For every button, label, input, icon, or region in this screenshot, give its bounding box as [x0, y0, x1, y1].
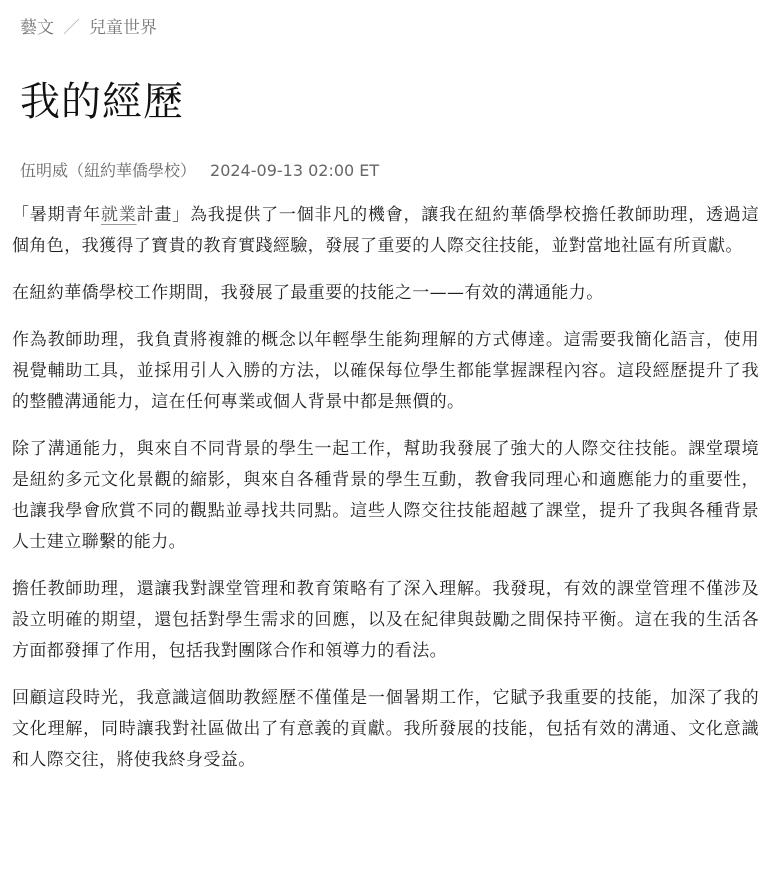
article-paragraph-4: 除了溝通能力，與來自不同背景的學生一起工作，幫助我發展了強大的人際交往技能。課堂環境是紐約多元文化景觀的縮影，與來自各種背景的學生互動，教會我同理心和適應能力的重要性，也讓我學會欣賞不同的觀點並尋找共同點。這些人際交往技能超越了課堂，提升了我與各種背景人士建立聯繫的能力。 — [12, 439, 759, 552]
breadcrumb-item-children-world[interactable]: 兒童世界 — [89, 18, 157, 38]
article-paragraph-2: 在紐約華僑學校工作期間，我發展了最重要的技能之一——有效的溝通能力。 — [12, 283, 604, 303]
breadcrumb-item-arts[interactable]: 藝文 — [20, 18, 54, 38]
keyword-link-employment[interactable]: 就業 — [100, 205, 137, 225]
article-author: 伍明威（紐約華僑學校） — [20, 161, 197, 180]
article-paragraph-5: 擔任教師助理，還讓我對課堂管理和教育策略有了深入理解。我發現，有效的課堂管理不僅涉及設立明確的期望，還包括對學生需求的回應，以及在紀律與鼓勵之間保持平衡。這在我的生活各方面都發揮了作用，包括我對團隊合作和領導力的看法。 — [12, 579, 759, 661]
article-title: 我的經歷 — [20, 79, 184, 125]
article-paragraph-1 — [12, 200, 759, 262]
article-paragraph-3: 作為教師助理，我負責將複雜的概念以年輕學生能夠理解的方式傳達。這需要我簡化語言，使用視覺輔助工具，並採用引人入勝的方法，以確保每位學生都能掌握課程內容。這段經歷提升了我的整體溝通能力，這在任何專業或個人背景中都是無價的。 — [12, 330, 759, 412]
article-paragraph-6: 回顧這段時光，我意識這個助教經歷不僅僅是一個暑期工作，它賦予我重要的技能，加深了我的文化理解，同時讓我對社區做出了有意義的貢獻。我所發展的技能，包括有效的溝通、文化意識和人際交往，將使我終身受益。 — [12, 688, 759, 770]
breadcrumb-separator: ／ — [63, 18, 80, 38]
article-byline — [20, 158, 759, 184]
paragraph-1-text-start: 「暑期青年 — [12, 205, 101, 225]
paragraph-1-text-end: 計畫」為我提供了一個非凡的機會，讓我在紐約華僑學校擔任教師助理，透過這個角色，我獲得了寶貴的教育實踐經驗，發展了重要的人際交往技能，並對當地社區有所貢獻。 — [12, 205, 760, 256]
article-body — [12, 200, 759, 776]
article-date: 2024-09-13 02:00 ET — [210, 161, 380, 180]
breadcrumb — [12, 14, 759, 42]
